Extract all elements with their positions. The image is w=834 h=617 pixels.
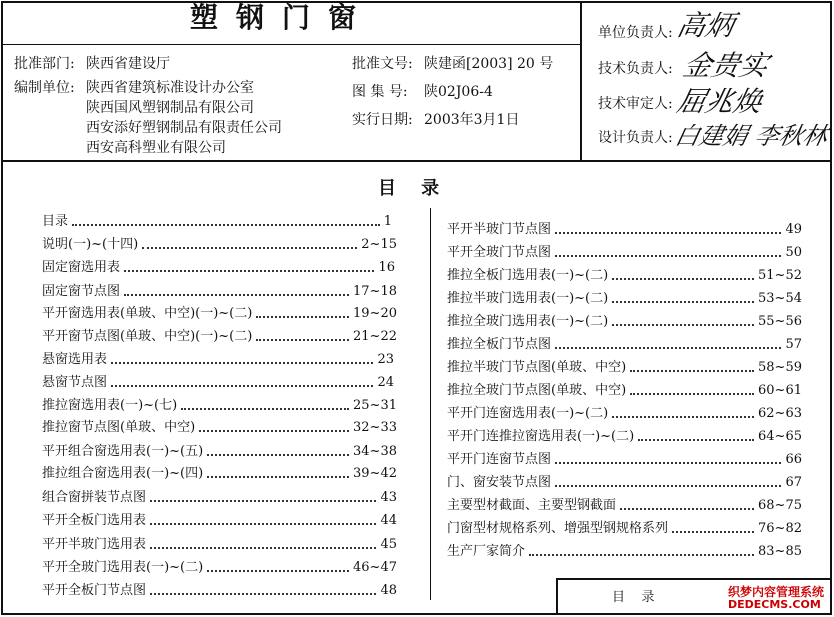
toc-entry[interactable]: [447, 406, 802, 422]
signature-role: 单位负责人:: [598, 25, 673, 41]
leader-dots: [111, 384, 373, 387]
leader-dots: [207, 453, 349, 456]
toc-entry-label: 推拉窗节点图(单玻、中空): [42, 420, 196, 435]
toc-entry-pages: 60~61: [758, 383, 802, 398]
approval-dept-label: 批准部门:: [14, 56, 75, 72]
signature-handwriting: 屈兆焕: [674, 85, 766, 118]
watermark-line-2: DEDECMS.COM: [728, 598, 821, 611]
toc-entry-label: 推拉全玻门选用表(一)~(二): [447, 314, 609, 329]
toc-entry-label: 平开窗选用表(单玻、中空)(一)~(二): [42, 306, 253, 321]
toc-entry-pages: 43: [380, 490, 397, 505]
title-underline: [1, 44, 580, 45]
leader-dots: [124, 269, 374, 272]
approval-dept: 陕西省建设厅: [86, 56, 170, 72]
toc-entry-pages: 49: [785, 222, 802, 237]
toc-entry-label: 平开门连窗节点图: [447, 452, 552, 467]
toc-entry-pages: 46~47: [353, 560, 397, 575]
toc-entry-label: 平开门连推拉窗选用表(一)~(二): [447, 429, 635, 444]
toc-entry[interactable]: [447, 544, 802, 560]
toc-entry[interactable]: [42, 352, 394, 368]
toc-entry-label: 推拉半玻门选用表(一)~(二): [447, 291, 609, 306]
toc-entry-label: 平开全板门节点图: [42, 583, 147, 598]
atlas-number: 陕02J06-4: [424, 84, 493, 100]
toc-entry[interactable]: [447, 245, 802, 261]
atlas-label: 图 集 号:: [352, 84, 408, 100]
leader-dots: [207, 569, 349, 572]
toc-entry[interactable]: [42, 260, 395, 276]
leader-dots: [630, 392, 754, 395]
toc-entry-pages: 39~42: [353, 466, 397, 481]
toc-entry-pages: 19~20: [353, 306, 397, 321]
toc-entry-pages: 17~18: [353, 284, 397, 299]
toc-entry-label: 门、窗安装节点图: [447, 475, 552, 490]
toc-entry-pages: 34~38: [353, 444, 397, 459]
toc-entry[interactable]: [42, 513, 397, 529]
toc-entry[interactable]: [42, 466, 397, 482]
toc-entry[interactable]: [42, 560, 397, 576]
toc-entry-label: 推拉半玻门节点图(单玻、中空): [447, 360, 627, 375]
signature-handwriting: 白建娟 李秋林: [672, 122, 831, 150]
leader-dots: [612, 277, 754, 280]
toc-entry[interactable]: [447, 383, 802, 399]
toc-entry-pages: 16: [378, 260, 395, 275]
toc-entry[interactable]: [447, 268, 802, 284]
toc-entry-pages: 1: [383, 214, 392, 229]
toc-entry[interactable]: [42, 583, 397, 599]
leader-dots: [207, 475, 349, 478]
leader-dots: [142, 246, 357, 249]
leader-dots: [612, 323, 754, 326]
toc-entry-pages: 44: [380, 513, 397, 528]
toc-entry-pages: 55~56: [758, 314, 802, 329]
effective-date: 2003年3月1日: [424, 112, 520, 128]
leader-dots: [150, 499, 376, 502]
toc-entry[interactable]: [447, 475, 802, 491]
toc-entry[interactable]: [42, 284, 397, 300]
toc-entry-pages: 83~85: [758, 544, 802, 559]
toc-entry-label: 固定窗节点图: [42, 284, 121, 299]
toc-entry[interactable]: [447, 337, 802, 353]
leader-dots: [555, 254, 781, 257]
toc-entry-pages: 21~22: [353, 329, 397, 344]
leader-dots: [555, 484, 781, 487]
toc-entry-pages: 2~15: [361, 237, 397, 252]
leader-dots: [638, 438, 754, 441]
toc-entry[interactable]: [42, 444, 397, 460]
toc-entry-label: 推拉全板门选用表(一)~(二): [447, 268, 609, 283]
header-divider: [1, 160, 832, 162]
toc-entry-label: 平开全玻门节点图: [447, 245, 552, 260]
approval-doc: 陕建函[2003] 20 号: [424, 56, 554, 72]
toc-entry[interactable]: [447, 222, 802, 238]
toc-entry-pages: 62~63: [758, 406, 802, 421]
toc-entry-pages: 58~59: [758, 360, 802, 375]
toc-entry-label: 悬窗选用表: [42, 352, 108, 367]
toc-entry-pages: 57: [785, 337, 802, 352]
toc-entry-label: 目录: [42, 214, 69, 229]
signature-role: 技术负责人:: [598, 61, 673, 77]
toc-entry-label: 推拉窗选用表(一)~(七): [42, 398, 178, 413]
leader-dots: [150, 546, 376, 549]
toc-entry-label: 平开窗节点图(单玻、中空)(一)~(二): [42, 329, 253, 344]
toc-entry-label: 平开门连窗选用表(一)~(二): [447, 406, 609, 421]
compiler-3: 西安添好塑钢制品有限责任公司: [86, 120, 282, 136]
date-label: 实行日期:: [352, 112, 413, 128]
leader-dots: [672, 530, 754, 533]
toc-entry-pages: 68~75: [758, 498, 802, 513]
toc-entry-pages: 64~65: [758, 429, 802, 444]
toc-entry-label: 平开全玻门选用表(一)~(二): [42, 560, 204, 575]
leader-dots: [630, 369, 754, 372]
leader-dots: [111, 361, 373, 364]
toc-entry-label: 平开全板门选用表: [42, 513, 147, 528]
toc-entry-label: 门窗型材规格系列、增强型钢规格系列: [447, 521, 669, 536]
compiler-2: 陕西国风塑钢制品有限公司: [86, 100, 254, 116]
toc-entry[interactable]: [42, 214, 392, 230]
toc-entry[interactable]: [42, 329, 397, 345]
toc-entry-label: 固定窗选用表: [42, 260, 121, 275]
toc-entry[interactable]: [42, 420, 397, 436]
toc-entry[interactable]: [447, 452, 802, 468]
compiler-4: 西安高科塑业有限公司: [86, 140, 226, 156]
toc-entry[interactable]: [42, 490, 397, 506]
toc-entry-pages: 67: [785, 475, 802, 490]
leader-dots: [181, 407, 349, 410]
toc-entry[interactable]: [447, 498, 802, 514]
approval-doc-label: 批准文号:: [352, 56, 413, 72]
compiler-1: 陕西省建筑标准设计办公室: [86, 80, 254, 96]
leader-dots: [612, 300, 754, 303]
toc-entry-label: 推拉全板门节点图: [447, 337, 552, 352]
leader-dots: [150, 592, 376, 595]
toc-entry-pages: 76~82: [758, 521, 802, 536]
toc-entry-pages: 32~33: [353, 420, 397, 435]
toc-entry-pages: 48: [380, 583, 397, 598]
leader-dots: [620, 507, 754, 510]
toc-entry-label: 平开组合窗选用表(一)~(五): [42, 444, 204, 459]
toc-entry[interactable]: [42, 237, 397, 253]
leader-dots: [150, 522, 376, 525]
toc-heading: 目 录: [378, 178, 440, 199]
toc-entry-label: 悬窗节点图: [42, 375, 108, 390]
leader-dots: [256, 315, 349, 318]
leader-dots: [256, 338, 349, 341]
signature-role: 设计负责人:: [598, 130, 673, 146]
toc-entry-label: 生产厂家简介: [447, 544, 526, 559]
toc-entry[interactable]: [447, 429, 802, 445]
toc-entry[interactable]: [42, 537, 397, 553]
leader-dots: [124, 293, 349, 296]
toc-entry-pages: 23: [377, 352, 394, 367]
toc-entry-pages: 25~31: [353, 398, 397, 413]
signature-divider: [580, 1, 582, 161]
toc-entry-pages: 51~52: [758, 268, 802, 283]
toc-entry-label: 平开半玻门节点图: [447, 222, 552, 237]
toc-entry-label: 推拉组合窗选用表(一)~(四): [42, 466, 204, 481]
leader-dots: [555, 231, 781, 234]
toc-entry[interactable]: [447, 291, 802, 307]
toc-entry-pages: 45: [380, 537, 397, 552]
toc-entry[interactable]: [42, 375, 394, 391]
page-title: 塑钢门窗: [190, 1, 375, 34]
toc-entry-label: 主要型材截面、主要型钢截面: [447, 498, 617, 513]
toc-entry-label: 平开半玻门选用表: [42, 537, 147, 552]
signature-handwriting: 高炳: [674, 9, 738, 42]
leader-dots: [199, 429, 349, 432]
toc-entry[interactable]: [447, 360, 802, 376]
toc-entry-label: 推拉全玻门节点图(单玻、中空): [447, 383, 627, 398]
signature-role: 技术审定人:: [598, 96, 673, 112]
toc-entry-label: 组合窗拼装节点图: [42, 490, 147, 505]
leader-dots: [529, 553, 754, 556]
compiler-label: 编制单位:: [14, 80, 75, 96]
toc-entry[interactable]: [42, 398, 397, 414]
toc-entry[interactable]: [447, 314, 802, 330]
footer-label: 目 录: [612, 590, 655, 605]
toc-entry-pages: 24: [377, 375, 394, 390]
leader-dots: [555, 346, 781, 349]
toc-entry-pages: 66: [785, 452, 802, 467]
toc-entry[interactable]: [42, 306, 397, 322]
toc-column-divider: [430, 208, 431, 600]
watermark-line-1: 织梦内容管理系统: [728, 585, 825, 599]
toc-entry[interactable]: [447, 521, 802, 537]
leader-dots: [72, 223, 380, 226]
signature-handwriting: 金贵实: [680, 49, 772, 82]
leader-dots: [612, 415, 754, 418]
leader-dots: [555, 461, 781, 464]
toc-entry-pages: 50: [785, 245, 802, 260]
toc-entry-pages: 53~54: [758, 291, 802, 306]
toc-entry-label: 说明(一)~(十四): [42, 237, 139, 252]
